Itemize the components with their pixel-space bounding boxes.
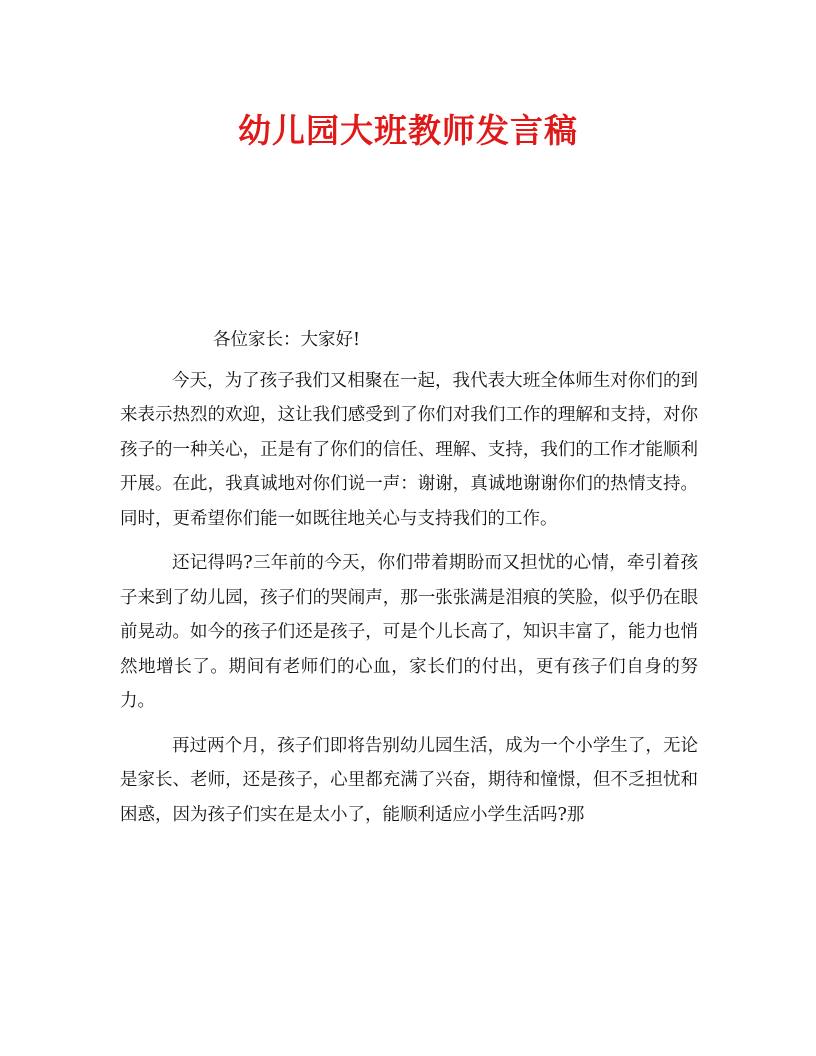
paragraph-1: 今天，为了孩子我们又相聚在一起，我代表大班全体师生对你们的到来表示热烈的欢迎，这让我们感受到了你们对我们工作的理解和支持，对你孩子的一种关心，正是有了你们的信任、理解、支持，我们的工作才能顺利开展。在此，我真诚地对你们说一声：谢谢，真诚地谢谢你们的热情支持。同时，更希望你们能一如既往地关心与支持我们的工作。	[120, 370, 698, 529]
paragraph-2: 还记得吗?三年前的今天，你们带着期盼而又担忧的心情，牵引着孩子来到了幼儿园，孩子们的哭闹声，那一张张满是泪痕的笑脸，似乎仍在眼前晃动。如今的孩子们还是孩子，可是个儿长高了，知识丰富了，能力也悄然地增长了。期间有老师们的心血，家长们的付出，更有孩子们自身的努力。	[120, 553, 698, 711]
document-title: 幼儿园大班教师发言稿	[238, 111, 578, 150]
document-body	[120, 323, 698, 842]
greeting-line: 各位家长：大家好!	[213, 330, 361, 350]
paragraph-3: 再过两个月，孩子们即将告别幼儿园生活，成为一个小学生了，无论是家长、老师，还是孩子，心里都充满了兴奋，期待和憧憬，但不乏担忧和困惑，因为孩子们实在是太小了，能顺利适应小学生活吗?那	[120, 735, 698, 825]
